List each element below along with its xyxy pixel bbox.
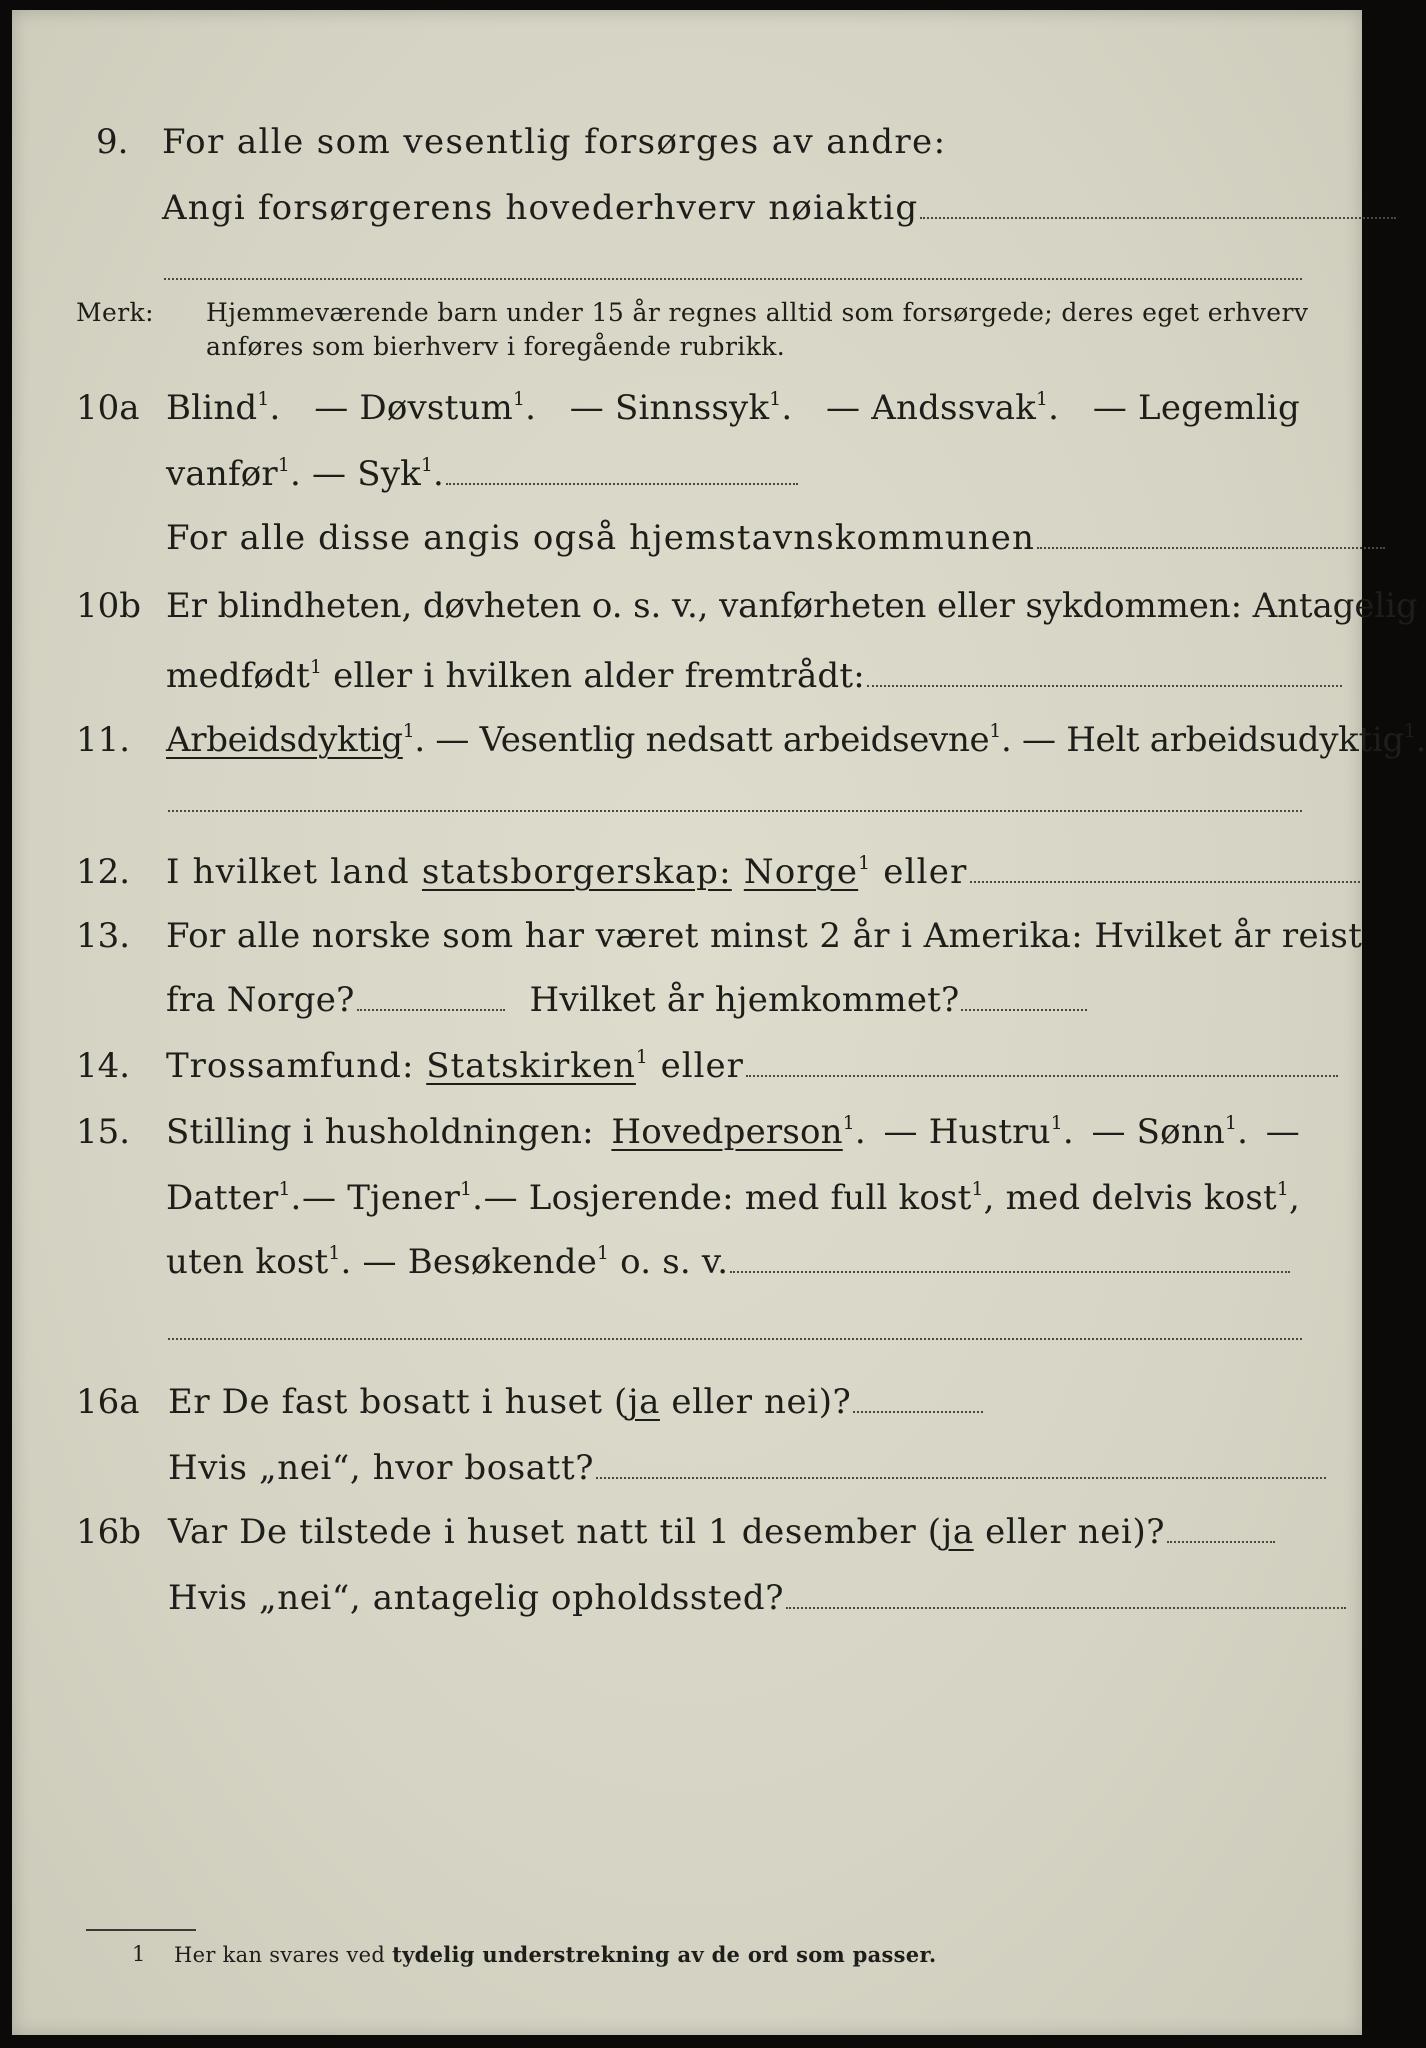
q16a-line2 [168, 1448, 1326, 1488]
q11-answer-line[interactable] [168, 810, 1302, 812]
q16b-opholdssted-answer-field[interactable] [786, 1606, 1346, 1609]
q16a-hvis-nei: Hvis „nei“, hvor bosatt? [168, 1448, 595, 1488]
q16b-ja: ja [941, 1512, 974, 1552]
footnote-mark: 1 [132, 1942, 146, 1966]
q15-sonn: — Sønn$^1$. [1091, 1112, 1249, 1152]
q13-line1: For alle norske som har været minst 2 år i Amerika: Hvilket år reist [166, 916, 1363, 956]
q16b-post: eller nei)? [973, 1512, 1166, 1552]
q15-tjener: — Tjener$^1$. [302, 1178, 484, 1218]
q15-osv: o. s. v. [620, 1242, 729, 1282]
footnote-text [174, 1942, 937, 1967]
q16a-ja: ja [627, 1382, 660, 1422]
q14-answer-field[interactable] [746, 1074, 1338, 1077]
q11-line1: Arbeidsdyktig$^1$. — Vesentlig nedsatt arbeidsevne$^1$. — Helt arbeidsudyktig$^1$. [166, 720, 1426, 760]
q16b-line1 [168, 1512, 1275, 1552]
q15-datter: Datter$^1$. [166, 1178, 302, 1218]
q9-answer-field[interactable] [920, 216, 1396, 219]
q10a-hjemstavn-answer-field[interactable] [1037, 546, 1385, 549]
q16b-pre: Var De tilstede i huset natt til 1 desember ( [168, 1512, 942, 1552]
q15-line3 [166, 1242, 1290, 1282]
q9-number: 9. [96, 122, 129, 162]
q10a-andssvak: — Andssvak$^1$. [826, 388, 1060, 428]
q10a-line2 [166, 454, 798, 494]
q14-number: 14. [76, 1046, 131, 1086]
q15-hustru: — Hustru$^1$. [883, 1112, 1074, 1152]
q16a-answer-field[interactable] [853, 1410, 983, 1413]
q10b-number: 10b [76, 586, 142, 626]
q12-line1: I hvilket land statsborgerskap: Norge$^1$ eller [166, 852, 1360, 892]
q10b-answer-field[interactable] [867, 684, 1342, 687]
q15-besokende: — Besøkende$^1$ [362, 1242, 610, 1282]
q16b-hvis-nei: Hvis „nei“, antagelig opholdssted? [168, 1578, 785, 1618]
q16b-line2 [168, 1578, 1346, 1618]
q15-uten-kost: uten kost$^1$. [166, 1242, 352, 1282]
q12-norge: Norge [743, 852, 859, 892]
q11-udyktig: . — Helt arbeidsudyktig [1000, 720, 1404, 760]
q10b-rest: eller i hvilken alder fremtrådt: [333, 656, 865, 696]
q10a-syk-answer-field[interactable] [446, 482, 798, 485]
q15-line1 [166, 1112, 1300, 1152]
q10b-line1: Er blindheten, døvheten o. s. v., vanførheten eller sykdommen: Antagelig [166, 586, 1418, 626]
q14-line1: Trossamfund: Statskirken$^1$ eller [166, 1046, 1338, 1086]
q13-hjemkommet-answer-field[interactable] [961, 1008, 1087, 1011]
q13-reist-answer-field[interactable] [357, 1008, 505, 1011]
q10a-line3 [166, 518, 1385, 558]
q13-fra-norge: fra Norge? [166, 980, 355, 1020]
q16a-bosatt-answer-field[interactable] [596, 1476, 1326, 1479]
q9-line1: For alle som vesentlig forsørges av andre: [162, 122, 947, 162]
q15-hovedperson: Hovedperson$^1$. [611, 1112, 866, 1152]
q10b-line2 [166, 656, 1342, 696]
q10a-syk: — Syk$^1$. [312, 454, 445, 494]
merk-line1: Hjemmeværende barn under 15 år regnes alltid som forsørgede; deres eget erhverv [206, 298, 1309, 327]
q12-eller: eller [883, 852, 968, 892]
q16a-pre: Er De fast bosatt i huset ( [168, 1382, 628, 1422]
q10a-sinnssyk: — Sinnssyk$^1$. [569, 388, 793, 428]
q9-line2 [162, 188, 1396, 228]
q13-number: 13. [76, 916, 131, 956]
q10a-blind: Blind$^1$. [166, 388, 281, 428]
q12-answer-field[interactable] [970, 880, 1360, 883]
footnote-bold: tydelig understrekning av de ord som passer. [392, 1942, 937, 1967]
q10a-number: 10a [76, 388, 140, 428]
q16a-post: eller nei)? [659, 1382, 852, 1422]
q14-pre: Trossamfund: [166, 1046, 415, 1086]
q15-dash: — [1265, 1112, 1300, 1152]
q15-extra-answer-line[interactable] [168, 1338, 1302, 1340]
q14-statskirken: Statskirken [426, 1046, 636, 1086]
q11-nedsatt: . — Vesentlig nedsatt arbeidsevne [414, 720, 990, 760]
q13-line2 [166, 980, 1087, 1020]
q12-pre: I hvilket land [166, 852, 410, 892]
q11-arbeidsdyktig: Arbeidsdyktig [166, 720, 403, 760]
merk-label: Merk: [76, 298, 154, 327]
q13-hjemkommet: Hvilket år hjemkommet? [529, 980, 960, 1020]
q10a-vanfor: vanfør$^1$. [166, 454, 301, 494]
q16b-number: 16b [76, 1512, 142, 1552]
q10b-medfodt: medfødt$^1$ [166, 656, 323, 696]
q15-answer-field[interactable] [730, 1270, 1290, 1273]
footnote-rule [86, 1929, 196, 1931]
q16a-line1 [168, 1382, 983, 1422]
q15-pre: Stilling i husholdningen: [166, 1112, 594, 1152]
merk-line2: anføres som bierhverv i foregående rubrikk. [206, 332, 786, 361]
q12-statsborgerskap: statsborgerskap: [421, 852, 732, 892]
q16b-answer-field[interactable] [1167, 1540, 1275, 1543]
q10a-dovstum: — Døvstum$^1$. [314, 388, 537, 428]
q10a-legemlig: — Legemlig [1092, 388, 1300, 428]
footnote-pre: Her kan svares ved [174, 1943, 386, 1967]
q15-line2 [166, 1178, 1300, 1218]
q16a-number: 16a [76, 1382, 140, 1422]
q10a-line3-text: For alle disse angis også hjemstavnskommunen [166, 518, 1035, 558]
q11-number: 11. [76, 720, 131, 760]
q14-eller: eller [660, 1046, 744, 1086]
q15-number: 15. [76, 1112, 131, 1152]
q12-number: 12. [76, 852, 131, 892]
q10a-line1 [166, 388, 1300, 428]
q9-extra-answer-line[interactable] [164, 278, 1302, 280]
q15-losjerende: — Losjerende: med full kost$^1$, med delvis kost$^1$, [483, 1178, 1300, 1218]
census-form-page [12, 10, 1426, 2035]
q9-line2-text: Angi forsørgerens hovederhverv nøiaktig [162, 188, 919, 228]
